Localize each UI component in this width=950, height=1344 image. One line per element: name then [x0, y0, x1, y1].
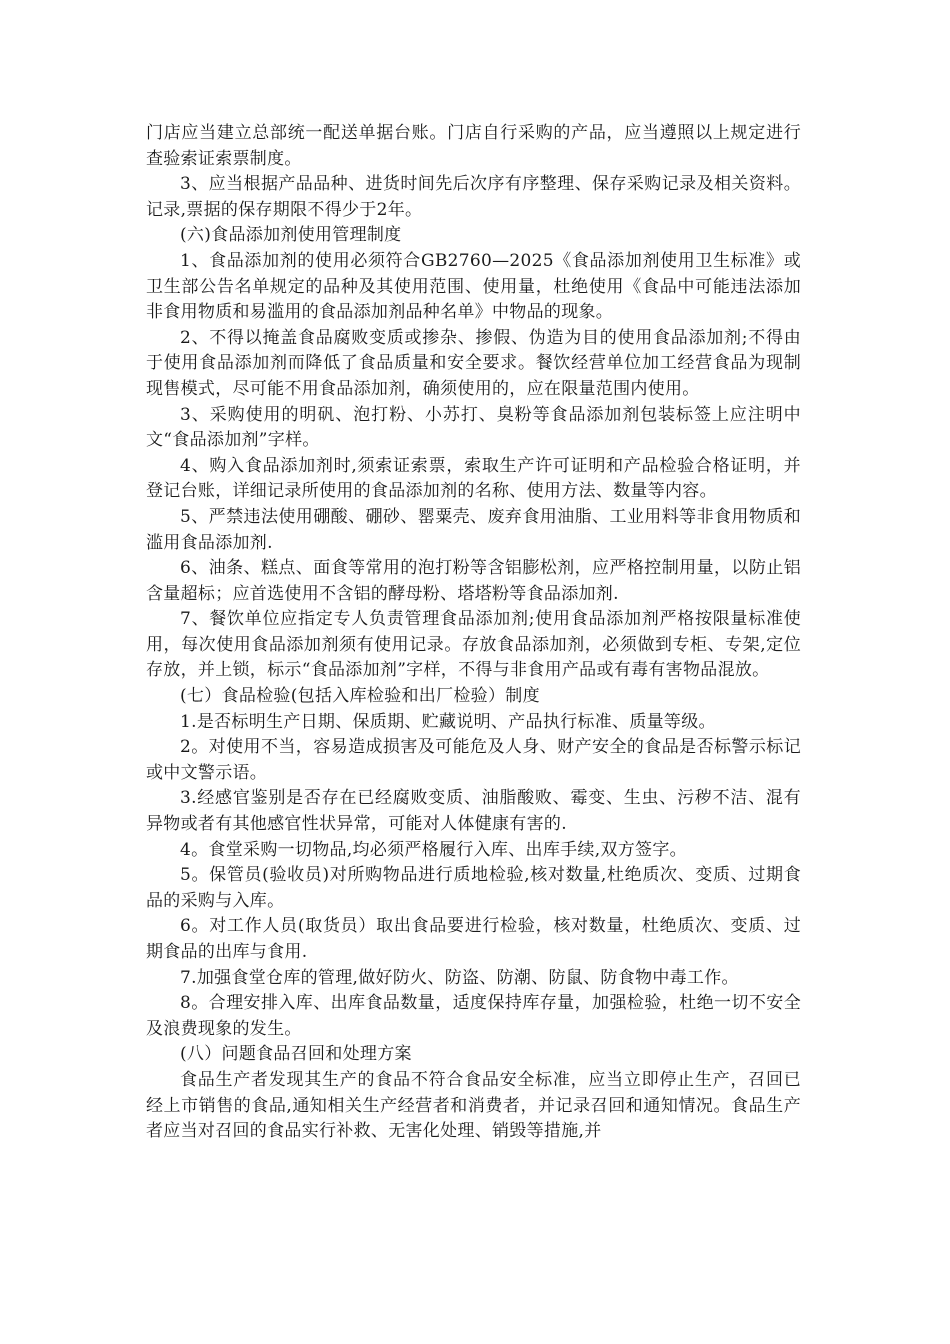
paragraph: 食品生产者发现其生产的食品不符合食品安全标准，应当立即停止生产，召回已经上市销售的食品,通知相关生产经营者和消费者，并记录召回和通知情况。食品生产者应当对召回的食品实行补救、无害化处理、销毁等措施,并 [146, 1069, 801, 1142]
paragraph: 7.加强食堂仓库的管理,做好防火、防盗、防潮、防鼠、防食物中毒工作。 [180, 967, 739, 988]
paragraph: 5、严禁违法使用硼酸、硼砂、罂粟壳、废弃食用油脂、工业用料等非食用物质和滥用食品添加剂. [146, 506, 801, 553]
paragraph: 1、食品添加剂的使用必须符合GB2760—2025《食品添加剂使用卫生标准》或卫生部公告名单规定的品种及其使用范围、使用量，杜绝使用《食品中可能违法添加非食用物质和易滥用的食品添加剂品种名单》中物品的现象。 [146, 250, 801, 323]
paragraph: 3.经感官鉴别是否存在已经腐败变质、油脂酸败、霉变、生虫、污秽不洁、混有异物或者有其他感官性状异常，可能对人体健康有害的. [146, 788, 801, 835]
paragraph: 8。合理安排入库、出库食品数量，适度保持库存量，加强检验，杜绝一切不安全及浪费现象的发生。 [146, 993, 801, 1039]
paragraph: 3、采购使用的明矾、泡打粉、小苏打、臭粉等食品添加剂包装标签上应注明中文“食品添加剂”字样。 [146, 404, 801, 451]
paragraph: 5。保管员(验收员)对所购物品进行质地检验,核对数量,杜绝质次、变质、过期食品的采购与入库。 [146, 865, 801, 911]
paragraph: 6。对工作人员(取货员）取出食品要进行检验，核对数量，杜绝质次、变质、过期食品的出库与食用. [146, 916, 801, 962]
document-page [146, 121, 801, 1145]
paragraph: 7、餐饮单位应指定专人负责管理食品添加剂;使用食品添加剂严格按限量标准使用，每次使用食品添加剂须有使用记录。存放食品添加剂，必须做到专柜、专架,定位存放，并上锁，标示“食品添加剂”字样，不得与非食用产品或有毒有害物品混放。 [146, 609, 801, 681]
section-heading: (六)食品添加剂使用管理制度 [180, 225, 402, 246]
paragraph: 3、应当根据产品品种、进货时间先后次序有序整理、保存采购记录及相关资料。记录,票据的保存期限不得少于2年。 [146, 174, 801, 220]
section-heading: (八）问题食品召回和处理方案 [180, 1044, 412, 1065]
paragraph: 门店应当建立总部统一配送单据台账。门店自行采购的产品，应当遵照以上规定进行查验索证索票制度。 [146, 123, 801, 169]
paragraph: 2。对使用不当，容易造成损害及可能危及人身、财产安全的食品是否标警示标记或中文警示语。 [146, 737, 801, 783]
paragraph: 1.是否标明生产日期、保质期、贮藏说明、产品执行标准、质量等级。 [180, 711, 716, 732]
paragraph: 2、不得以掩盖食品腐败变质或掺杂、掺假、伪造为目的使用食品添加剂;不得由于使用食品添加剂而降低了食品质量和安全要求。餐饮经营单位加工经营食品为现制现售模式，尽可能不用食品添加剂，确须使用的，应在限量范围内使用。 [146, 327, 801, 399]
section-heading: (七）食品检验(包括入库检验和出厂检验）制度 [180, 686, 540, 707]
paragraph: 4。食堂采购一切物品,均必须严格履行入库、出库手续,双方签字。 [180, 839, 687, 860]
paragraph: 4、购入食品添加剂时,须索证索票，索取生产许可证明和产品检验合格证明，并登记台账，详细记录所使用的食品添加剂的名称、使用方法、数量等内容。 [146, 455, 801, 502]
paragraph: 6、油条、糕点、面食等常用的泡打粉等含铝膨松剂，应严格控制用量，以防止铝含量超标；应首选使用不含铝的酵母粉、塔塔粉等食品添加剂. [146, 558, 801, 604]
